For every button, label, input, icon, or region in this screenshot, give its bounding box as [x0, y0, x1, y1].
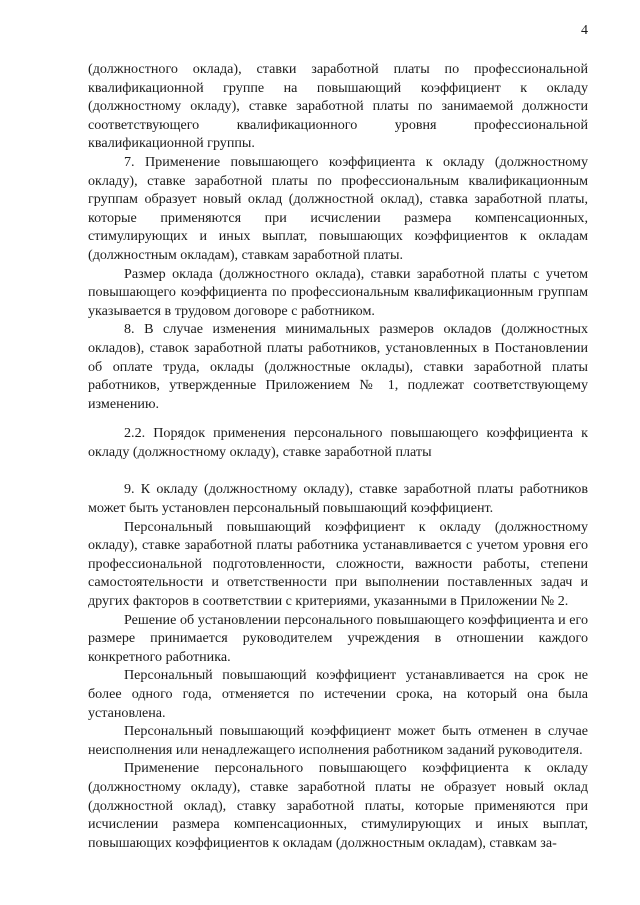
paragraph-decision: Решение об установлении персонального повышающего коэффициента и его размере принимается руководителем учреждения в отношении каждого конкретного работника.	[88, 611, 588, 665]
paragraph-salary-size: Размер оклада (должностного оклада), ставки заработной платы с учетом повышающего коэффициента по профессиональным квалификационным группам указывается в трудовом договоре с работником.	[88, 265, 588, 319]
paragraph-item-7: 7. Применение повышающего коэффициента к окладу (должностному окладу), ставке заработной платы по профессиональным квалификационным группам образует новый оклад (должностной оклад), ставка заработной платы, которые применяются при исчислении размера компенсационных, стимулирующих и иных выплат, повышающих коэффициентов к окладам (должностным окладам), ставкам заработной платы.	[88, 153, 588, 263]
page-number: 4	[581, 23, 588, 38]
paragraph-item-9: 9. К окладу (должностному окладу), ставке заработной платы работников может быть установлен персональный повышающий коэффициент.	[88, 481, 588, 517]
paragraph-cancellation: Персональный повышающий коэффициент может быть отменен в случае неисполнения или ненадлежащего исполнения работником заданий руководителя.	[88, 723, 588, 758]
paragraph-personal-coefficient: Персональный повышающий коэффициент к окладу (должностному окладу), ставке заработной платы работника устанавливается с учетом уровня его профессиональной подготовленности, сложности, важности работы, степени самостоятельности и ответственности при выполнении поставленных задач и других факторов в соответствии с критериями, указанными в Приложении № 2.	[88, 518, 588, 610]
paragraph-application: Применение персонального повышающего коэффициента к окладу (должностному окладу), ставке заработной платы не образует новый оклад (должностной оклад), ставку заработной платы, которые применяются при исчислении размера компенсационных, стимулирующих и иных выплат, повышающих коэффициентов к окладам (должностным окладам), ставкам за-	[88, 760, 588, 851]
paragraph-continuation: (должностного оклада), ставки заработной платы по профессиональной квалификационной группе на повышающий коэффициент к окладу (должностному окладу), ставке заработной платы по занимаемой должности соответствующего квалификационного уровня профессиональной квалификационной группы.	[88, 61, 588, 152]
section-heading-2-2: 2.2. Порядок применения персонального повышающего коэффициента к окладу (должностному окладу), ставке заработной платы	[88, 425, 588, 460]
paragraph-item-8: 8. В случае изменения минимальных размеров окладов (должностных окладов), ставок заработной платы работников, установленных в Постановлении об оплате труда, оклады (должностные оклады), ставки заработной платы работников, утвержденные Приложением № 1, подлежат соответствующему изменению.	[88, 321, 588, 412]
spacer	[88, 413, 588, 424]
document-body	[88, 60, 588, 852]
spacer	[88, 461, 588, 480]
paragraph-term: Персональный повышающий коэффициент устанавливается на срок не более одного года, отменяется по истечении срока, на который она была установлена.	[88, 667, 588, 721]
